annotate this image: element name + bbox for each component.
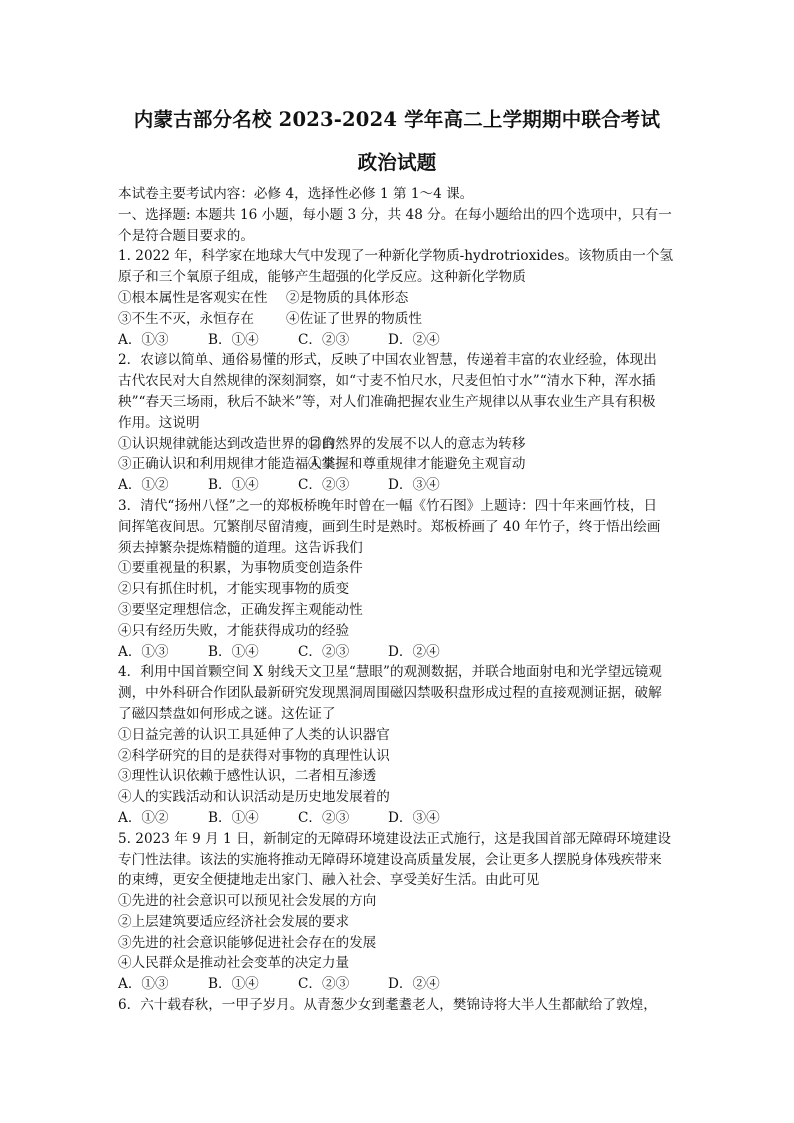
statement-2: ②只有抓住时机，才能实现事物的质变: [118, 581, 350, 598]
question-stem: 间挥笔夜间思。冗繁削尽留清瘦，画到生时是熟时。郑板桥画了 40 年竹子，终于悟出绘画: [118, 518, 661, 535]
choice-d: D．②④: [388, 643, 440, 660]
statement-row: [118, 454, 678, 475]
choice-d: D．②④: [388, 331, 440, 348]
statement-1: ①先进的社会意识可以预见社会发展的方向: [118, 893, 377, 910]
statement-4: ④佐证了世界的物质性: [286, 310, 422, 327]
question-2: [118, 350, 678, 496]
statement-2: ②科学研究的目的是获得对事物的真理性认识: [118, 747, 390, 764]
choice-b: B．①④: [208, 331, 259, 348]
choice-d: D．②④: [388, 976, 440, 993]
statement-row: [118, 309, 678, 330]
answer-choices: [118, 642, 678, 663]
question-stem: 5. 2023 年 9 月 1 日，新制定的无障碍环境建设法正式施行，这是我国首部无障碍环境建设: [118, 830, 671, 847]
question-4: [118, 662, 678, 828]
statement-1: ①认识规律就能达到改造世界的目的: [118, 435, 336, 452]
question-stem: 2．农谚以简单、通俗易懂的形式，反映了中国农业智慧，传递着丰富的农业经验，体现出: [118, 352, 657, 369]
choice-d: D．③④: [388, 477, 440, 494]
question-stem: 4．利用中国首颗空间 X 射线天文卫星“慧眼”的观测数据，并联合地面射电和光学望远镜观: [118, 664, 662, 681]
choice-c: C．②③: [298, 809, 350, 826]
statement-2: ②自然界的发展不以人的意志为转移: [308, 435, 526, 452]
question-stem: 作用。这说明: [118, 414, 200, 431]
statement-4: ④只有经历失败，才能获得成功的经验: [118, 622, 350, 639]
question-3: [118, 496, 678, 662]
statement-1: ①根本属性是客观实在性: [118, 289, 268, 306]
choice-a: A．①②: [118, 477, 169, 494]
statement-row: [118, 288, 678, 309]
statement-row: [118, 434, 678, 455]
statement-1: ①要重视量的积累，为事物质变创造条件: [118, 560, 363, 577]
question-1: [118, 246, 678, 350]
section-instructions: 一、选择题: 本题共 16 小题，每小题 3 分，共 48 分。在每小题给出的四个选项中，只有一: [118, 206, 672, 223]
statement-1: ①日益完善的认识工具延伸了人类的认识器官: [118, 726, 390, 743]
statement-3: ③不生不灭，永恒存在: [118, 310, 254, 327]
question-stem: 原子和三个氧原子组成，能够产生超强的化学反应。这种新化学物质: [118, 269, 526, 286]
choice-b: B．①④: [208, 976, 259, 993]
statement-2: ②是物质的具体形态: [286, 289, 409, 306]
choice-c: C．②③: [298, 477, 350, 494]
statement-3: ③先进的社会意识能够促进社会存在的发展: [118, 934, 377, 951]
question-stem: 1. 2022 年，科学家在地球大气中发现了一种新化学物质-hydrotrioxides。该物质由一个氢: [118, 248, 674, 265]
exam-scope: 本试卷主要考试内容：必修 4，选择性必修 1 第 1～4 课。: [118, 186, 474, 202]
statement-4: ④掌握和尊重规律才能避免主观盲动: [308, 456, 526, 473]
section-instructions-cont: 个是符合题目要求的。: [118, 227, 254, 244]
question-stem: 的束缚，更安全便捷地走出家门、融入社会、享受美好生活。由此可见: [118, 872, 540, 889]
statement-3: ③要坚定理想信念，正确发挥主观能动性: [118, 601, 363, 618]
choice-a: A．①③: [118, 643, 169, 660]
choice-b: B．①④: [208, 809, 259, 826]
choice-a: A．①③: [118, 976, 169, 993]
page-subtitle: 政治试题: [357, 151, 437, 174]
question-stem: 古代农民对大自然规律的深刻洞察，如“寸麦不怕尺水，尺麦但怕寸水”“清水下种，浑水插: [118, 373, 656, 390]
choice-c: C．②③: [298, 976, 350, 993]
question-stem: 了磁囚禁盘如何形成之谜。这佐证了: [118, 705, 336, 722]
choice-a: A．①③: [118, 331, 169, 348]
question-stem: 3．清代“扬州八怪”之一的郑板桥晚年时曾在一幅《竹石图》上题诗：四十年来画竹枝，日: [118, 497, 658, 514]
page-title: 内蒙古部分名校 2023-2024 学年高二上学期期中联合考试: [133, 108, 661, 131]
question-stem: 须去掉繁杂提炼精髓的道理。这告诉我们: [118, 539, 363, 556]
answer-choices: [118, 475, 678, 496]
answer-choices: [118, 974, 678, 995]
statement-2: ②上层建筑要适应经济社会发展的要求: [118, 913, 350, 930]
choice-a: A．①②: [118, 809, 169, 826]
question-stem: 6．六十载春秋，一甲子岁月。从青葱少女到耄耋老人，樊锦诗将大半人生都献给了敦煌，: [118, 997, 657, 1014]
question-5: [118, 829, 678, 995]
statement-4: ④人民群众是推动社会变革的决定力量: [118, 955, 350, 972]
choice-c: C．②③: [298, 331, 350, 348]
choice-b: B．①④: [208, 477, 259, 494]
question-stem: 秧”“春天三场雨，秋后不缺米”等，对人们准确把握农业生产规律以从事农业生产具有积极: [118, 393, 656, 410]
answer-choices: [118, 330, 678, 351]
statement-3: ③理性认识依赖于感性认识，二者相互渗透: [118, 768, 377, 785]
choice-c: C．②③: [298, 643, 350, 660]
choice-b: B．①④: [208, 643, 259, 660]
statement-4: ④人的实践活动和认识活动是历史地发展着的: [118, 789, 390, 806]
question-stem: 测，中外科研合作团队最新研究发现黑洞周围磁囚禁吸积盘形成过程的直接观测证据，破解: [118, 685, 662, 702]
question-stem: 专门性法律。该法的实施将推动无障碍环境建设高质量发展，会让更多人摆脱身体残疾带来: [118, 851, 662, 868]
question-6: [118, 995, 678, 1016]
exam-body: [118, 184, 678, 1016]
choice-d: D．③④: [388, 809, 440, 826]
statement-3: ③正确认识和利用规律才能造福人类: [118, 456, 336, 473]
answer-choices: [118, 808, 678, 829]
